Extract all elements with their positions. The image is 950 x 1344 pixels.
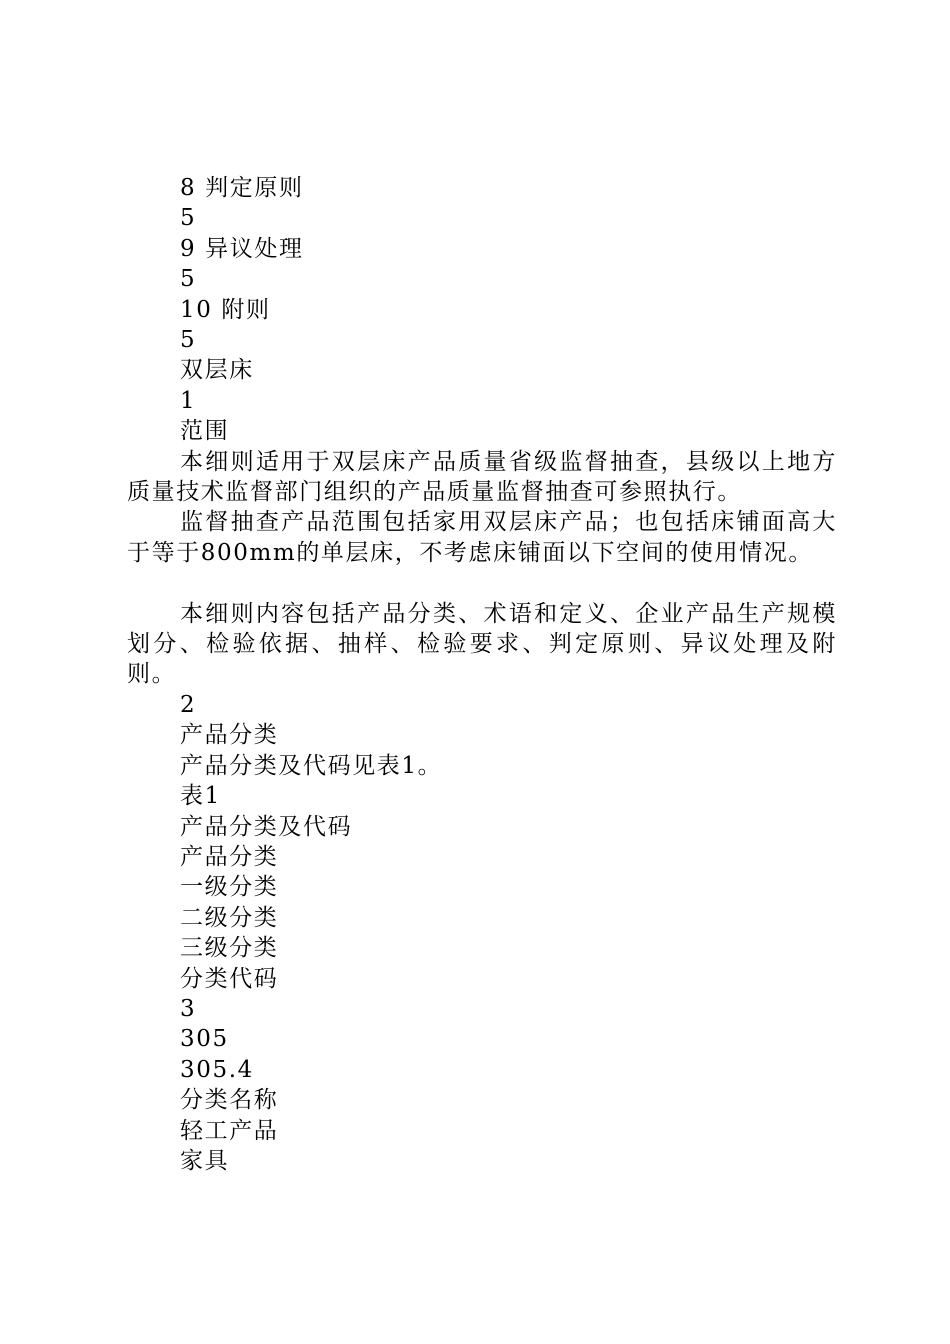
table-cell: 三级分类 bbox=[180, 935, 279, 962]
table-cell: 一级分类 bbox=[180, 874, 279, 901]
section-number: 1 bbox=[180, 387, 197, 414]
table-cell: 3 bbox=[180, 995, 197, 1022]
document-body bbox=[127, 173, 837, 1176]
product-name-heading: 双层床 bbox=[180, 357, 254, 384]
toc-entry: 9 异议处理 bbox=[180, 235, 304, 262]
table-title: 产品分类及代码 bbox=[180, 813, 353, 840]
table-cell: 二级分类 bbox=[180, 904, 279, 931]
toc-page-number: 5 bbox=[180, 327, 197, 354]
table-cell: 分类名称 bbox=[180, 1087, 279, 1114]
table-label: 表1 bbox=[180, 783, 221, 810]
table-cell: 305 bbox=[180, 1026, 229, 1053]
section-number: 2 bbox=[180, 691, 197, 718]
table-cell: 轻工产品 bbox=[180, 1117, 279, 1144]
scope-paragraph: 本细则适用于双层床产品质量省级监督抽查，县级以上地方质量技术监督部门组织的产品质量监督抽查可参照执行。 bbox=[127, 448, 837, 506]
scope-paragraph: 监督抽查产品范围包括家用双层床产品；也包括床铺面高大于等于800mm的单层床，不考虑床铺面以下空间的使用情况。 bbox=[127, 509, 837, 566]
scope-paragraph: 本细则内容包括产品分类、术语和定义、企业产品生产规模划分、检验依据、抽样、检验要求、判定原则、异议处理及附则。 bbox=[127, 600, 837, 688]
toc-page-number: 5 bbox=[180, 205, 197, 232]
table-cell: 分类代码 bbox=[180, 965, 279, 992]
table-cell: 产品分类 bbox=[180, 843, 279, 870]
table-cell: 305.4 bbox=[180, 1056, 254, 1083]
section-intro: 产品分类及代码见表1。 bbox=[180, 752, 443, 779]
toc-entry: 8 判定原则 bbox=[180, 175, 304, 201]
toc-entry: 10 附则 bbox=[180, 296, 271, 323]
section-title: 产品分类 bbox=[180, 722, 279, 749]
toc-page-number: 5 bbox=[180, 266, 197, 293]
table-cell: 家具 bbox=[180, 1147, 230, 1174]
section-title: 范围 bbox=[180, 418, 230, 445]
